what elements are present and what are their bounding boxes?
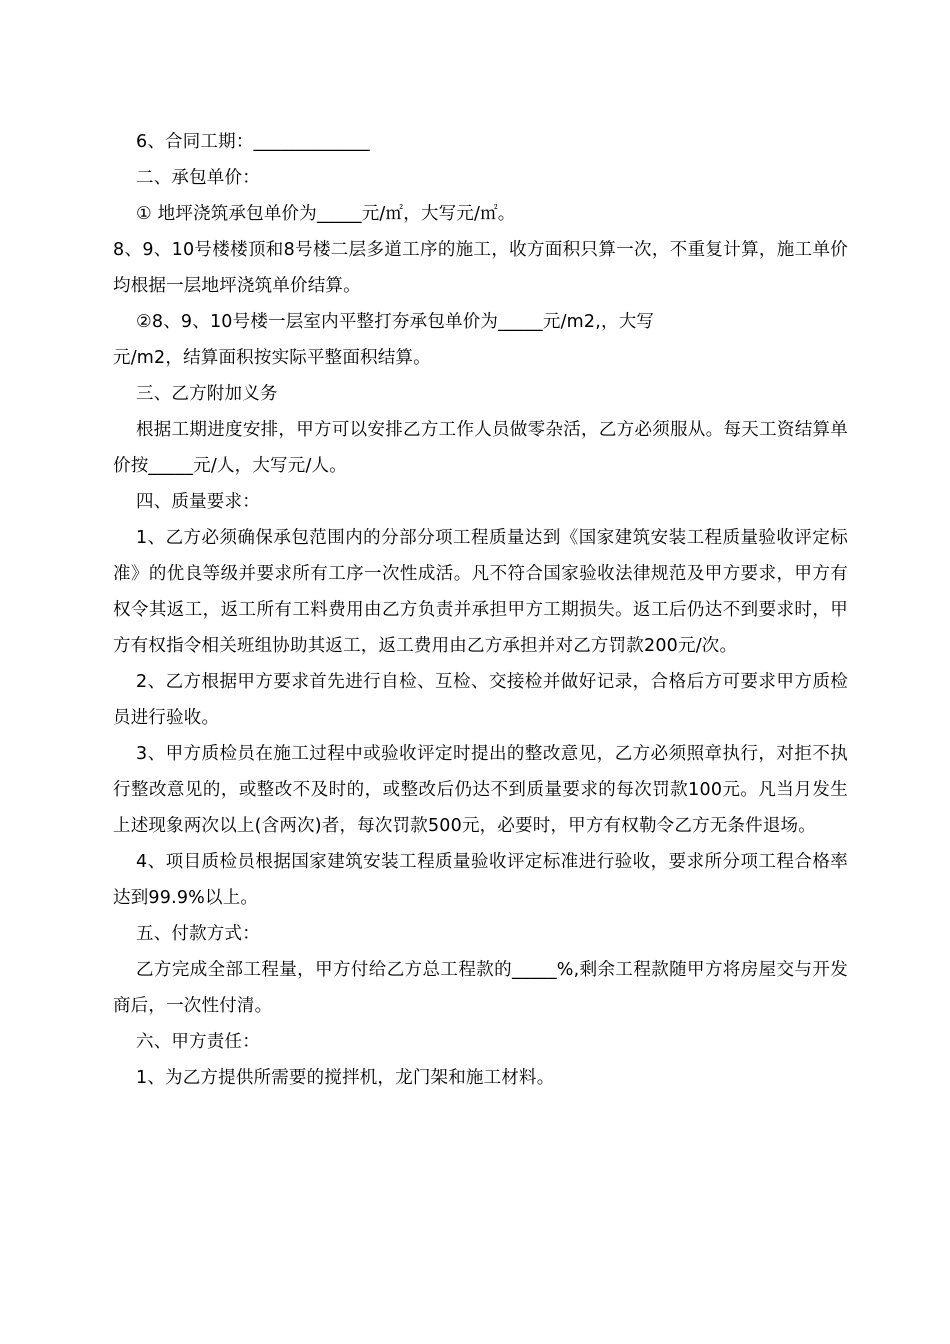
roof-construction-note: 8、9、10号楼楼顶和8号楼二层多道工序的施工，收方面积只算一次，不重复计算，施工单价均根据一层地坪浇筑单价结算。 [113,240,848,296]
quality-clause-1: 1、乙方必须确保承包范围内的分部分项工程质量达到《国家建筑安装工程质量验收评定标准》的优良等级并要求所有工序一次性成活。凡不符合国家验收法律规范及甲方要求，甲方有权令其返工，返工所有工料费用由乙方负责并承担甲方工期损失。返工后仍达不到要求时，甲方有权指令相关班组协助其返工，返工费用由乙方承担并对乙方罚款200元/次。 [113,528,848,656]
additional-duties-text: 根据工期进度安排，甲方可以安排乙方工作人员做零杂活，乙方必须服从。每天工资结算单价按_____元/人，大写元/人。 [113,420,848,476]
quality-clause-2: 2、乙方根据甲方要求首先进行自检、互检、交接检并做好记录，合格后方可要求甲方质检员进行验收。 [113,672,848,728]
section-heading-additional-duties: 三、乙方附加义务 [136,384,278,404]
section-heading-party-a-duties: 六、甲方责任： [136,1032,260,1052]
quality-clause-3: 3、甲方质检员在施工过程中或验收评定时提出的整改意见，乙方必须照章执行，对拒不执行整改意见的，或整改不及时的，或整改后仍达不到质量要求的每次罚款100元。凡当月发生上述现象两次以上(含两次)者，每次罚款500元，必要时，甲方有权勒令乙方无条件退场。 [113,744,848,836]
floor-pouring-unit-price: ① 地坪浇筑承包单价为_____元/㎡，大写元/㎡。 [136,204,516,224]
section-heading-unit-price: 二、承包单价： [136,168,260,188]
contract-period-line: 6、合同工期：_____________ [136,132,370,152]
document-body [113,124,848,1096]
payment-terms-text: 乙方完成全部工程量，甲方付给乙方总工程款的_____%,剩余工程款随甲方将房屋交与开发商后，一次性付清。 [113,960,848,1016]
section-heading-payment: 五、付款方式： [136,924,260,944]
leveling-settlement-note: 元/m2，结算面积按实际平整面积结算。 [113,348,431,368]
quality-clause-4: 4、项目质检员根据国家建筑安装工程质量验收评定标准进行验收，要求所分项工程合格率达到99.9%以上。 [113,852,848,908]
section-heading-quality: 四、质量要求： [136,492,260,512]
party-a-duty-1: 1、为乙方提供所需要的搅拌机，龙门架和施工材料。 [136,1068,555,1088]
indoor-leveling-unit-price: ②8、9、10号楼一层室内平整打夯承包单价为_____元/m2,，大写 [136,312,655,332]
